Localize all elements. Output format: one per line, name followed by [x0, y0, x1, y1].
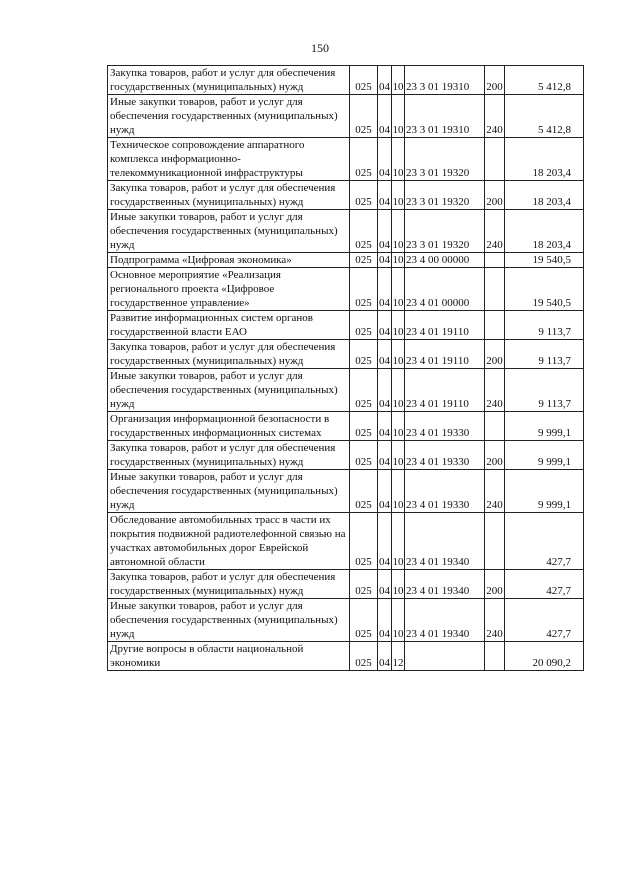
- expense-name: Иные закупки товаров, работ и услуг для обеспечения государственных (муниципальных) нужд: [108, 470, 350, 513]
- table-row: [108, 412, 584, 441]
- grbs-code: 025: [350, 513, 378, 570]
- amount-value: 9 113,7: [505, 369, 584, 412]
- table-row: [108, 642, 584, 671]
- expense-type-code: 240: [485, 599, 505, 642]
- subsection-code: 10: [392, 513, 405, 570]
- section-code: 04: [378, 210, 392, 253]
- section-code: 04: [378, 513, 392, 570]
- amount-value: 9 999,1: [505, 470, 584, 513]
- expense-name: Иные закупки товаров, работ и услуг для обеспечения государственных (муниципальных) нужд: [108, 95, 350, 138]
- target-article-code: 23 4 01 19330: [405, 470, 485, 513]
- target-article-code: 23 4 01 19110: [405, 369, 485, 412]
- page-number: 150: [311, 41, 329, 55]
- expense-type-code: 200: [485, 570, 505, 599]
- amount-value: 5 412,8: [505, 66, 584, 95]
- section-code: 04: [378, 570, 392, 599]
- grbs-code: 025: [350, 253, 378, 268]
- table-row: [108, 340, 584, 369]
- target-article-code: 23 4 01 19340: [405, 513, 485, 570]
- table-row: [108, 599, 584, 642]
- amount-value: 20 090,2: [505, 642, 584, 671]
- subsection-code: 10: [392, 268, 405, 311]
- expense-type-code: 240: [485, 470, 505, 513]
- grbs-code: 025: [350, 210, 378, 253]
- amount-value: 427,7: [505, 599, 584, 642]
- amount-value: 427,7: [505, 513, 584, 570]
- grbs-code: 025: [350, 95, 378, 138]
- subsection-code: 10: [392, 570, 405, 599]
- expense-name: Другие вопросы в области национальной экономики: [108, 642, 350, 671]
- table-row: [108, 369, 584, 412]
- subsection-code: 10: [392, 254, 404, 266]
- grbs-code: 025: [350, 570, 378, 599]
- expense-type-code: 200: [485, 66, 505, 95]
- table-row: [108, 570, 584, 599]
- grbs-code: 025: [350, 412, 378, 441]
- target-article-code: 23 3 01 19320: [405, 138, 485, 181]
- grbs-code: 025: [350, 268, 378, 311]
- section-code: 04: [378, 95, 392, 138]
- grbs-code: 025: [350, 470, 378, 513]
- grbs-code: 025: [350, 599, 378, 642]
- subsection-code: 10: [392, 138, 405, 181]
- section-code: 04: [378, 340, 392, 369]
- target-article-code: 23 4 01 19340: [405, 599, 485, 642]
- expense-type-code: 200: [485, 181, 505, 210]
- section-code: 04: [378, 470, 392, 513]
- target-article-code: 23 3 01 19310: [405, 95, 485, 138]
- expense-type-code: [485, 138, 505, 181]
- expense-type-code: [485, 253, 505, 268]
- table-row: [108, 311, 584, 340]
- amount-value: 9 999,1: [505, 441, 584, 470]
- section-code: 04: [378, 268, 392, 311]
- section-code: 04: [378, 311, 392, 340]
- expense-type-code: 240: [485, 210, 505, 253]
- expense-type-code: [485, 268, 505, 311]
- section-code: 04: [378, 369, 392, 412]
- target-article-code: 23 3 01 19320: [405, 210, 485, 253]
- amount-value: 19 540,5: [505, 253, 584, 268]
- expense-name: Закупка товаров, работ и услуг для обеспечения государственных (муниципальных) нужд: [108, 181, 350, 210]
- table-row: [108, 513, 584, 570]
- grbs-code: 025: [350, 138, 378, 181]
- subsection-code: 12: [392, 642, 405, 671]
- grbs-code: 025: [350, 369, 378, 412]
- subsection-code: 10: [392, 470, 405, 513]
- table-row: [108, 268, 584, 311]
- expense-name: Техническое сопровождение аппаратного комплекса информационно-телекоммуникационной инфраструктуры: [108, 138, 350, 181]
- grbs-code: 025: [350, 642, 378, 671]
- table-row: [108, 181, 584, 210]
- amount-value: 18 203,4: [505, 210, 584, 253]
- amount-value: 9 113,7: [505, 340, 584, 369]
- expense-name: Иные закупки товаров, работ и услуг для обеспечения государственных (муниципальных) нужд: [108, 369, 350, 412]
- grbs-code: 025: [350, 66, 378, 95]
- table-row: [108, 441, 584, 470]
- grbs-code: 025: [350, 311, 378, 340]
- target-article-code: 23 3 01 19310: [405, 66, 485, 95]
- target-article-code: 23 4 01 19110: [405, 340, 485, 369]
- expense-name: Закупка товаров, работ и услуг для обеспечения государственных (муниципальных) нужд: [108, 66, 350, 95]
- target-article-code: 23 4 01 19330: [405, 412, 485, 441]
- target-article-code: [405, 642, 485, 671]
- section-code: 04: [378, 66, 392, 95]
- subsection-code: 10: [392, 340, 405, 369]
- amount-value: 18 203,4: [505, 181, 584, 210]
- subsection-code: 10: [392, 181, 405, 210]
- expense-name: Основное мероприятие «Реализация регионального проекта «Цифровое государственное управление»: [108, 268, 350, 311]
- section-code: 04: [378, 441, 392, 470]
- subsection-code: 10: [392, 66, 405, 95]
- amount-value: 427,7: [505, 570, 584, 599]
- expense-name: Закупка товаров, работ и услуг для обеспечения государственных (муниципальных) нужд: [108, 570, 350, 599]
- grbs-code: 025: [350, 441, 378, 470]
- expense-type-code: [485, 412, 505, 441]
- table-row: [108, 210, 584, 253]
- table-row: [108, 253, 584, 268]
- table-row: [108, 66, 584, 95]
- section-code: 04: [379, 254, 390, 266]
- section-code: 04: [378, 599, 392, 642]
- target-article-code: 23 4 01 19110: [405, 311, 485, 340]
- target-article-code: 23 4 01 00000: [405, 268, 485, 311]
- budget-table: [107, 65, 584, 671]
- expense-type-code: [485, 311, 505, 340]
- section-code: 04: [378, 412, 392, 441]
- grbs-code: 025: [350, 340, 378, 369]
- subsection-code: 10: [392, 412, 405, 441]
- expense-type-code: [485, 513, 505, 570]
- expense-name: Иные закупки товаров, работ и услуг для обеспечения государственных (муниципальных) нужд: [108, 210, 350, 253]
- grbs-code: 025: [350, 181, 378, 210]
- amount-value: 9 999,1: [505, 412, 584, 441]
- table-row: [108, 470, 584, 513]
- expense-type-code: 240: [485, 95, 505, 138]
- amount-value: 18 203,4: [505, 138, 584, 181]
- section-code: 04: [378, 642, 392, 671]
- target-article-code: 23 4 01 19340: [405, 570, 485, 599]
- expense-name: Развитие информационных систем органов государственной власти ЕАО: [108, 311, 350, 340]
- expense-name: Иные закупки товаров, работ и услуг для обеспечения государственных (муниципальных) нужд: [108, 599, 350, 642]
- section-code: 04: [378, 181, 392, 210]
- amount-value: 19 540,5: [505, 268, 584, 311]
- table-row: [108, 138, 584, 181]
- amount-value: 9 113,7: [505, 311, 584, 340]
- expense-type-code: 240: [485, 369, 505, 412]
- table-row: [108, 95, 584, 138]
- target-article-code: 23 3 01 19320: [405, 181, 485, 210]
- target-article-code: 23 4 00 00000: [405, 253, 485, 268]
- subsection-code: 10: [392, 599, 405, 642]
- expense-name: Закупка товаров, работ и услуг для обеспечения государственных (муниципальных) нужд: [108, 340, 350, 369]
- subsection-code: 10: [392, 95, 405, 138]
- expense-type-code: 200: [485, 340, 505, 369]
- target-article-code: 23 4 01 19330: [405, 441, 485, 470]
- expense-name: Закупка товаров, работ и услуг для обеспечения государственных (муниципальных) нужд: [108, 441, 350, 470]
- subsection-code: 10: [392, 369, 405, 412]
- section-code: 04: [378, 138, 392, 181]
- expense-name: Подпрограмма «Цифровая экономика»: [108, 253, 350, 268]
- expense-type-code: [485, 642, 505, 671]
- expense-name: Обследование автомобильных трасс в части их покрытия подвижной радиотелефонной связью на участках автомобильных дорог Еврейской автономной области: [108, 513, 350, 570]
- expense-type-code: 200: [485, 441, 505, 470]
- subsection-code: 10: [392, 441, 405, 470]
- subsection-code: 10: [392, 210, 405, 253]
- budget-table-body: [108, 66, 584, 671]
- expense-name: Организация информационной безопасности в государственных информационных системах: [108, 412, 350, 441]
- amount-value: 5 412,8: [505, 95, 584, 138]
- subsection-code: 10: [392, 311, 405, 340]
